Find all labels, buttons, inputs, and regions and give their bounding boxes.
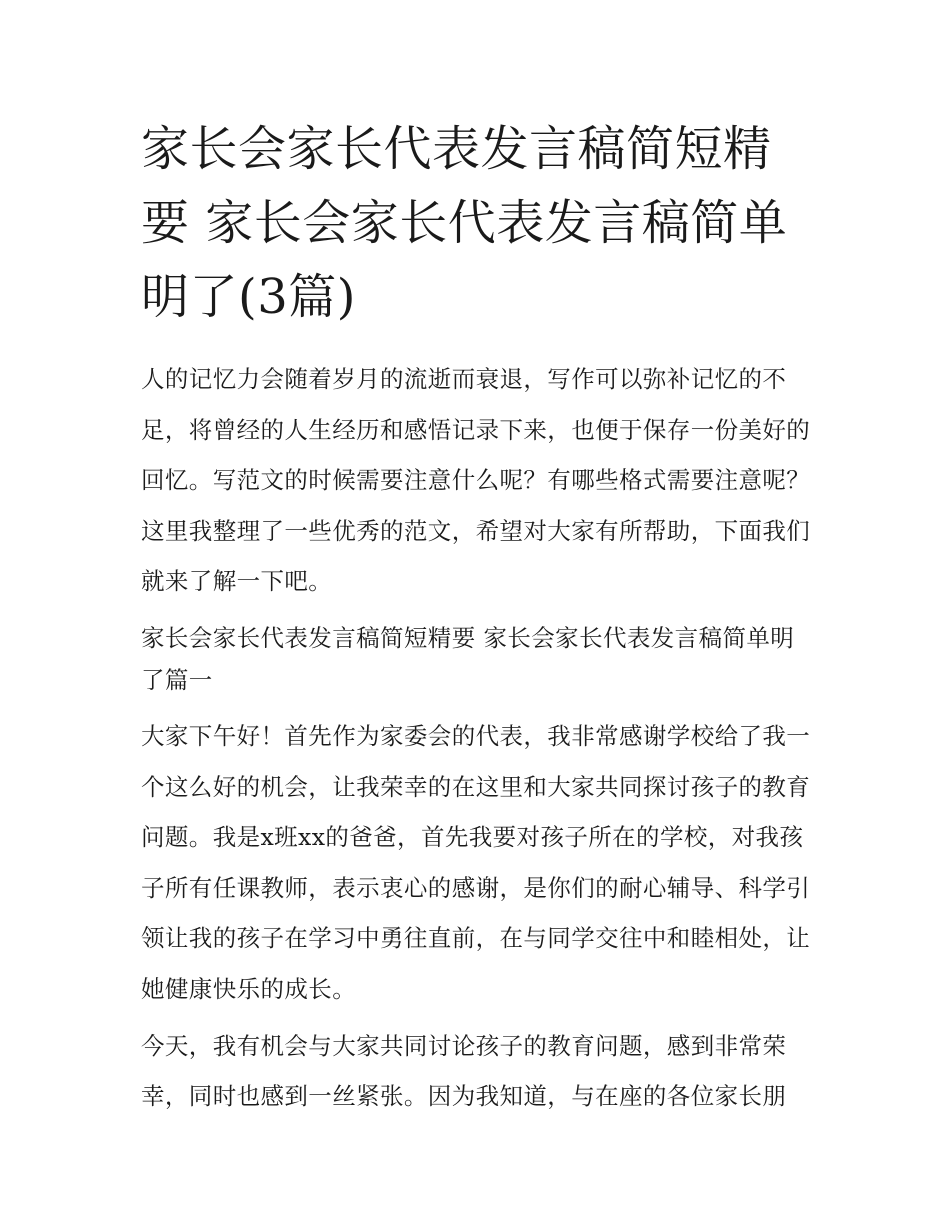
document-title: 家长会家长代表发言稿简短精要 家长会家长代表发言稿简单明了(3篇) <box>141 121 788 325</box>
body-paragraph-2: 今天，我有机会与大家共同讨论孩子的教育问题，感到非常荣幸，同时也感到一丝紧张。因为我知道，与在座的各位家长朋 <box>141 1031 787 1111</box>
intro-section <box>141 354 813 607</box>
body-paragraph-1: 大家下午好！首先作为家委会的代表，我非常感谢学校给了我一个这么好的机会，让我荣幸的在这里和大家共同探讨孩子的教育问题。我是x班xx的爸爸，首先我要对孩子所在的学校，对我孩子所有任课教师，表示衷心的感谢，是你们的耐心辅导、科学引领让我的孩子在学习中勇往直前，在与同学交往中和睦相处，让她健康快乐的成长。 <box>141 721 811 1003</box>
document-body <box>141 112 813 1122</box>
intro-paragraph: 人的记忆力会随着岁月的流逝而衰退，写作可以弥补记忆的不足，将曾经的人生经历和感悟记录下来，也便于保存一份美好的回忆。写范文的时候需要注意什么呢？有哪些格式需要注意呢？这里我整理了一些优秀的范文，希望对大家有所帮助，下面我们就来了解一下吧。 <box>141 365 811 596</box>
section-heading: 家长会家长代表发言稿简短精要 家长会家长代表发言稿简单明了篇一 <box>141 623 795 694</box>
